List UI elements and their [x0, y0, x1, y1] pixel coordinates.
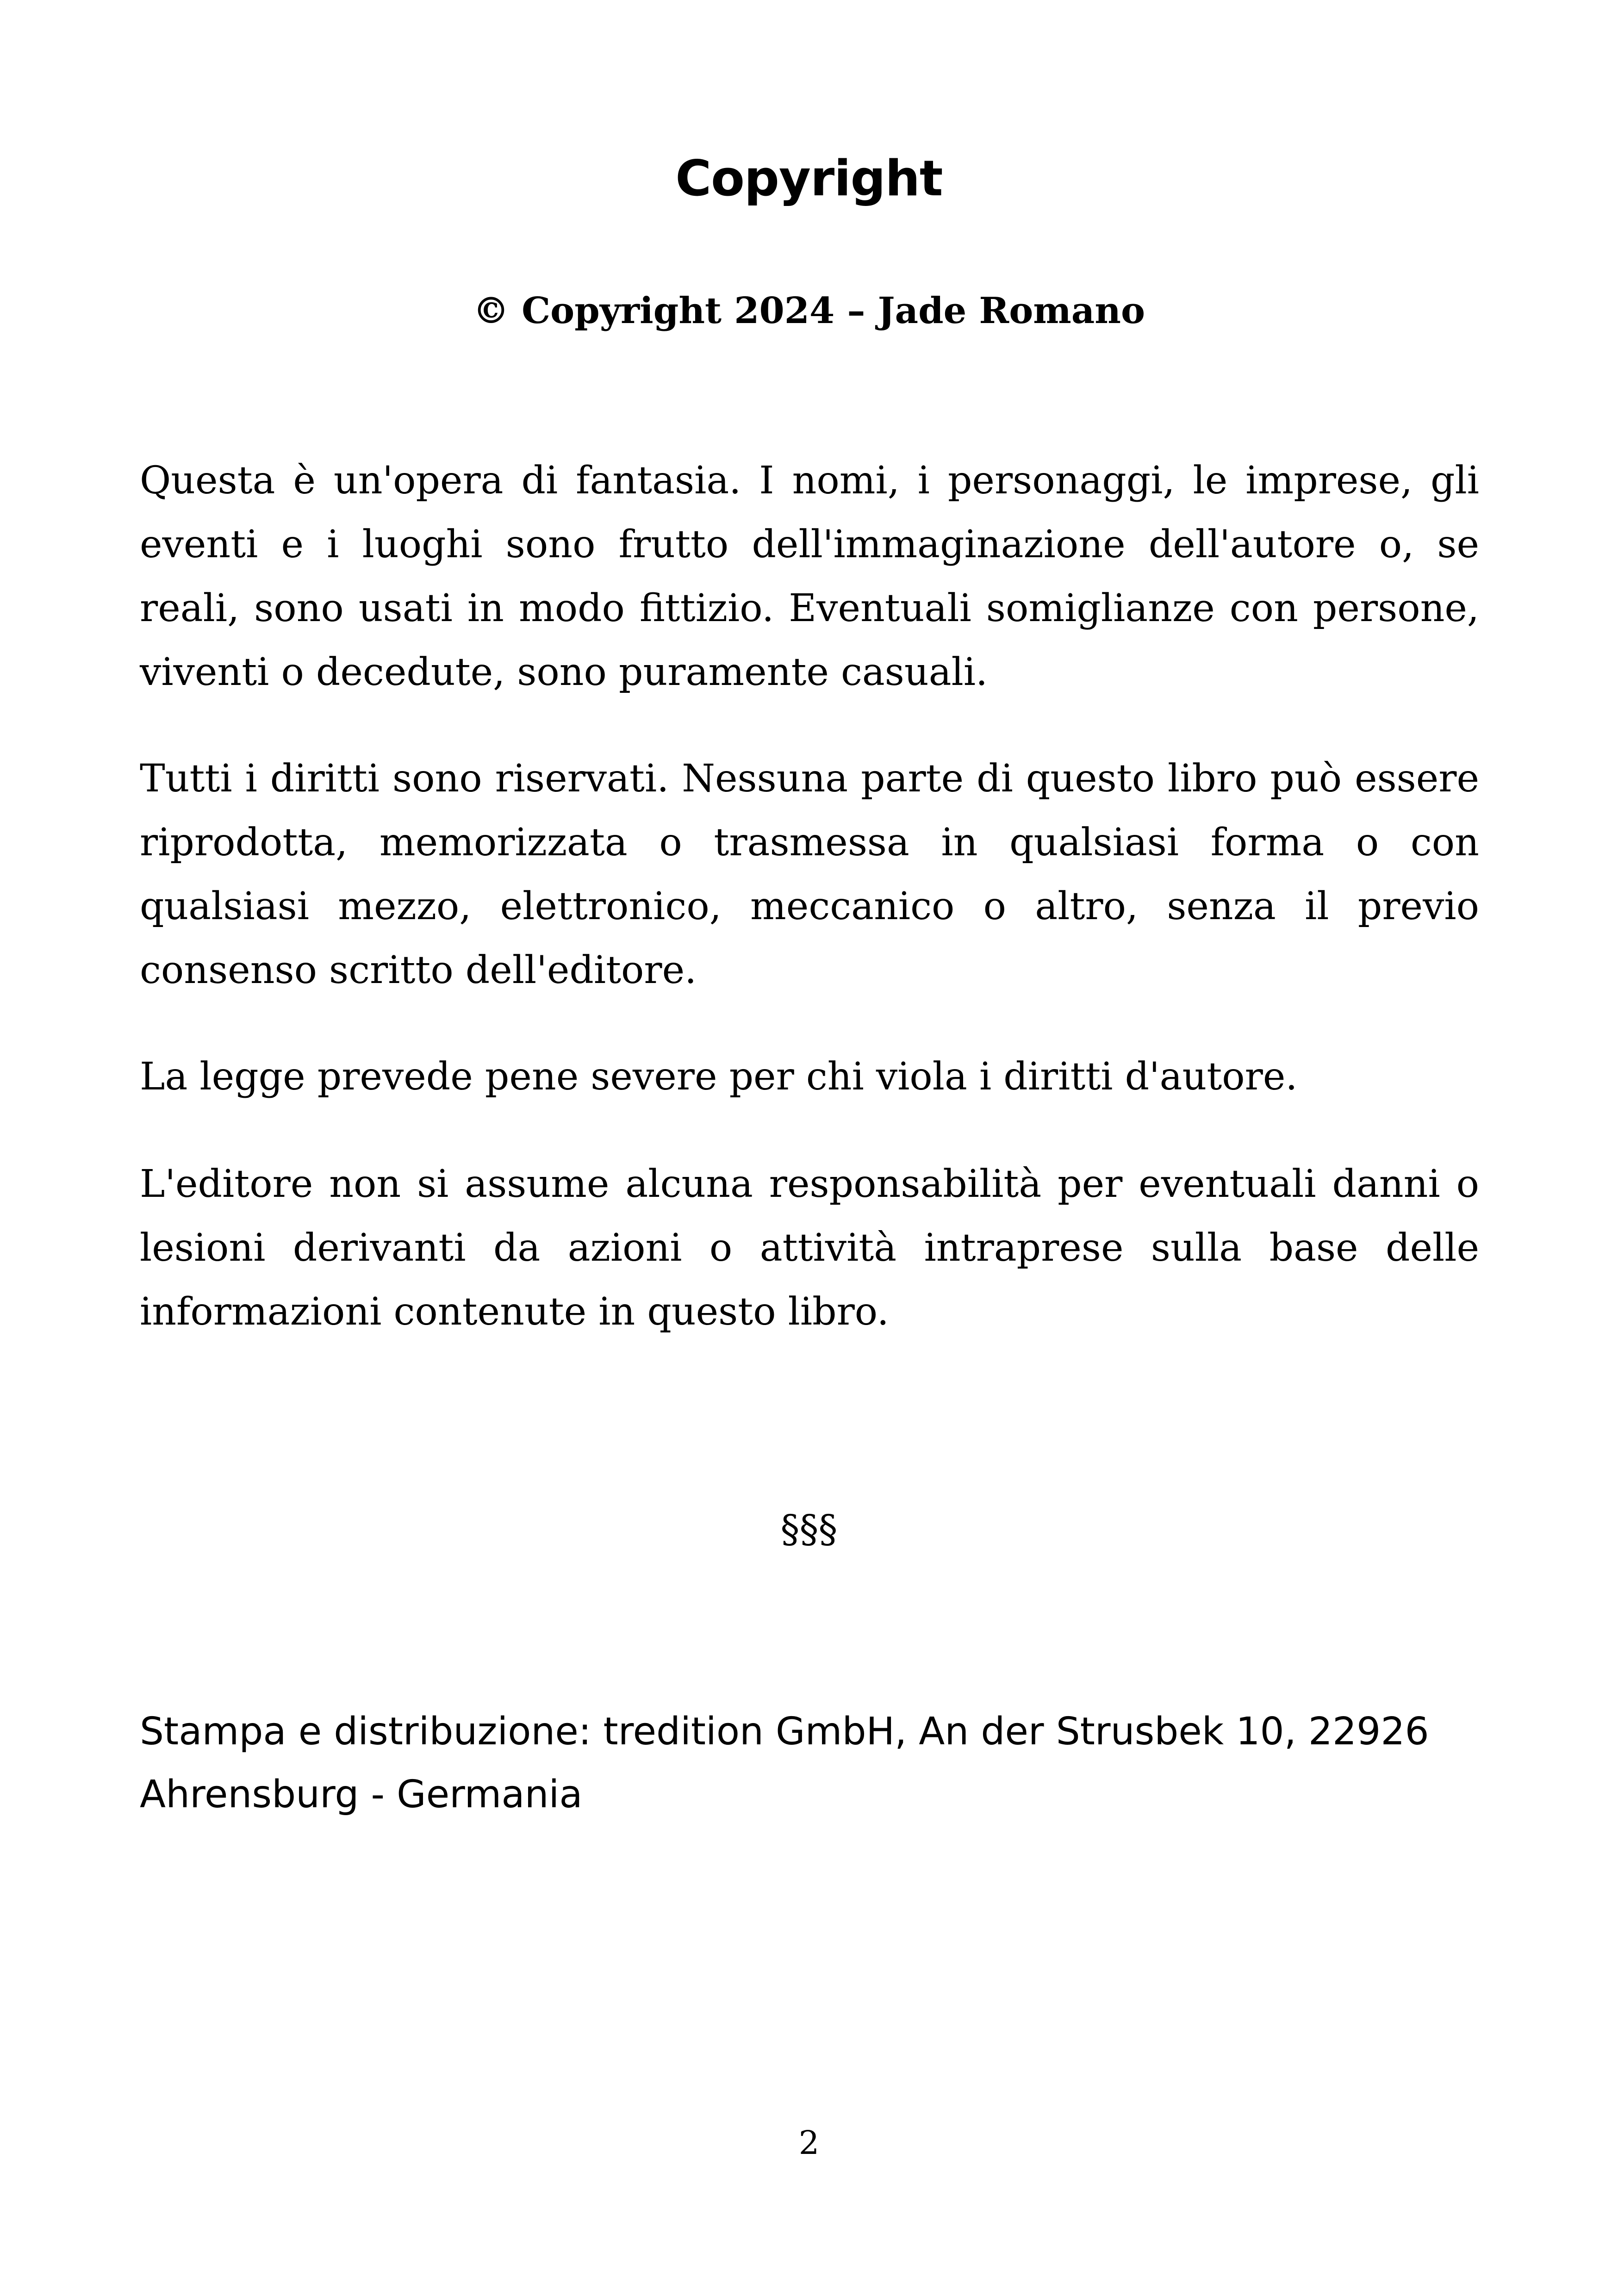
section-separator: §§§ — [780, 1507, 838, 1551]
printer-imprint: Stampa e distribuzione: tredition GmbH, An der Strusbek 10, 22926 Ahrensburg - Germania — [140, 1710, 1429, 1817]
liability-disclaimer-paragraph: L'editore non si assume alcuna responsabilità per eventuali danni o lesioni derivanti da azioni o attività intraprese sulla base delle informazioni contenute in questo libro. — [140, 1162, 1479, 1334]
rights-reserved-paragraph: Tutti i diritti sono riservati. Nessuna parte di questo libro può essere riprodotta, memorizzata o trasmessa in qualsiasi forma o con qualsiasi mezzo, elettronico, meccanico o altro, senza il previo consenso scritto dell'editore. — [140, 757, 1479, 992]
legal-penalty-paragraph: La legge prevede pene severe per chi viola i diritti d'autore. — [140, 1055, 1298, 1099]
page-number: 2 — [798, 2124, 820, 2162]
copyright-notice: © Copyright 2024 – Jade Romano — [473, 290, 1145, 332]
fiction-disclaimer-paragraph: Questa è un'opera di fantasia. I nomi, i personaggi, le imprese, gli eventi e i luoghi sono frutto dell'immaginazione dell'autore o, se reali, sono usati in modo fittizio. Eventuali somiglianze con persone, viventi o decedute, sono puramente casuali. — [140, 459, 1479, 694]
page-title: Copyright — [675, 150, 943, 207]
